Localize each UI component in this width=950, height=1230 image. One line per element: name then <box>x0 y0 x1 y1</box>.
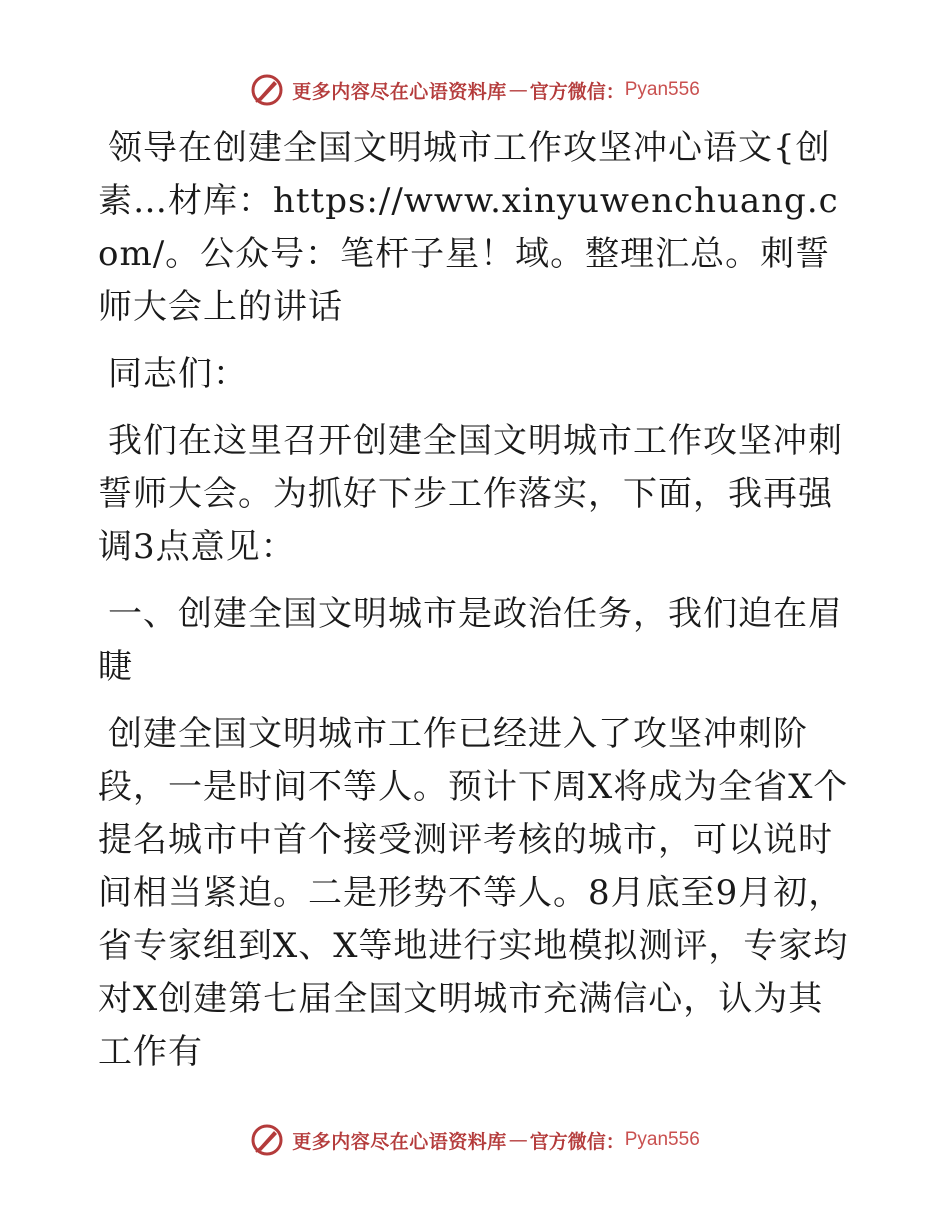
banner-wechat-id: Pyan556 <box>624 79 700 100</box>
banner-brand: 更多内容尽在心语资料库 <box>292 80 507 103</box>
document-title-paragraph: 领导在创建全国文明城市工作攻坚冲心语文{创素…材库：https://www.xinyuwenchuang.com/。公众号：笔杆子星！域。整理汇总。刺誓师大会上的讲话 <box>98 128 839 327</box>
header-banner <box>0 70 950 110</box>
banner-official-label: 官方微信： <box>529 80 625 103</box>
banner-wechat-id: Pyan556 <box>624 1129 700 1150</box>
body-paragraph: 创建全国文明城市工作已经进入了攻坚冲刺阶段，一是时间不等人。预计下周X将成为全省X个提名城市中首个接受测评考核的城市，可以说时间相当紧迫。二是形势不等人。8月底至9月初，省专家组到X、X等地进行实地模拟测评，专家均对X创建第七届全国文明城市充满信心，认为其工作有 <box>98 714 849 1072</box>
banner-dash: — <box>508 1129 528 1151</box>
banner-text <box>292 1127 700 1154</box>
footer-banner <box>0 1120 950 1160</box>
document-body <box>98 122 856 1093</box>
banner-official-label: 官方微信： <box>529 1130 625 1153</box>
quill-pen-logo-icon <box>250 73 284 107</box>
banner-text <box>292 77 700 104</box>
salutation-paragraph: 同志们： <box>108 354 248 394</box>
intro-paragraph: 我们在这里召开创建全国文明城市工作攻坚冲刺誓师大会。为抓好下步工作落实，下面，我再强调3点意见： <box>98 421 843 567</box>
section-heading-1: 一、创建全国文明城市是政治任务，我们迫在眉睫 <box>98 594 843 687</box>
banner-dash: — <box>508 79 528 101</box>
banner-brand: 更多内容尽在心语资料库 <box>292 1130 507 1153</box>
quill-pen-logo-icon <box>250 1123 284 1157</box>
